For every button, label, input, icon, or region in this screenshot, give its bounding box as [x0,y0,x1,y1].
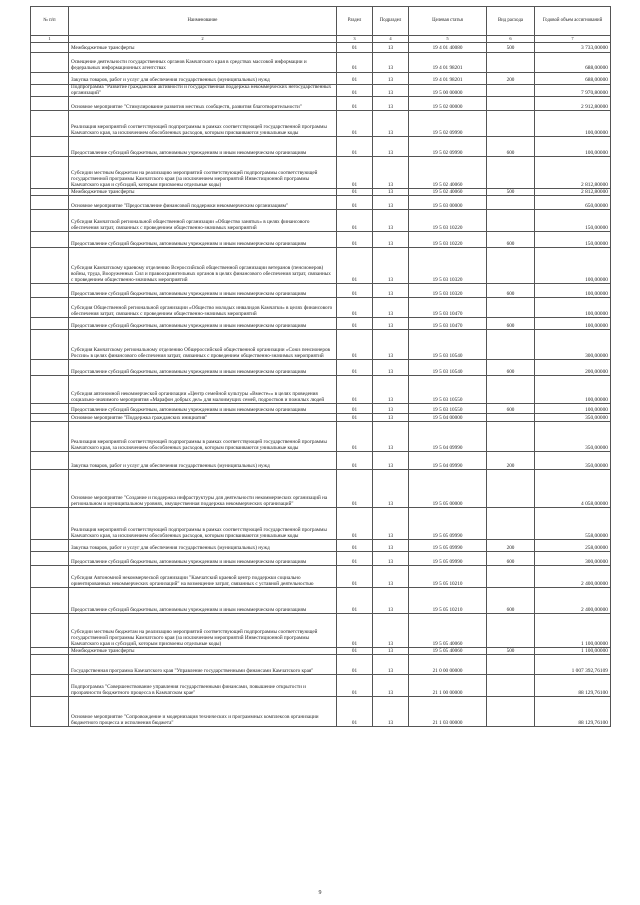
amount-cell: 100,00000 [535,376,611,404]
column-number: 6 [487,36,535,43]
num-cell [31,648,69,655]
section-cell: 01 [337,42,373,52]
num-cell [31,452,69,470]
num-cell [31,284,69,298]
description-cell: Субсидия автономной некоммерческой организации «Центр семейной культуры «Вместе»» в целях проведения социально-значимого мероприятия «Марафон добрых дел» для малоимущих семей, подростков и пожилых людей [69,376,337,404]
budget-table-sheet [30,6,610,727]
section-cell: 01 [337,210,373,232]
target-cell: 19 5 03 10550 [409,404,487,414]
target-cell: 21 0 00 00000 [409,655,487,675]
section-cell: 01 [337,566,373,588]
description-cell: Межбюджетные трансферты [69,648,337,655]
description-cell: Основное мероприятие "Предоставление финансовой поддержки некоммерческим организациям" [69,196,337,210]
amount-cell: 88 129,76100 [535,675,611,697]
section-cell: 01 [337,552,373,566]
table-row [31,284,611,298]
description-cell: Освещение деятельности государственных органов Камчатского края в средствах массовой информации и федеральных информационных агентствах [69,52,337,72]
budget-table [30,6,611,727]
amount-cell: 1 007 392,76109 [535,655,611,675]
description-cell: Межбюджетные трансферты [69,42,337,52]
expense-type-cell [487,84,535,97]
amount-cell: 100,00000 [535,404,611,414]
subsection-cell: 13 [373,157,409,189]
expense-type-cell: 600 [487,404,535,414]
table-row [31,404,611,414]
table-row [31,648,611,655]
target-cell: 19 5 03 10470 [409,318,487,330]
description-cell: Основное мероприятие "Создание и поддержка инфраструктуры для деятельности некоммерческих организаций на региональном и муниципальном уровнях, имущественная поддержка некоммерческих организаций" [69,470,337,508]
section-cell: 01 [337,137,373,157]
section-cell: 01 [337,298,373,318]
col-header-section: Раздел [337,7,373,36]
subsection-cell: 13 [373,52,409,72]
expense-type-cell: 600 [487,232,535,248]
expense-type-cell: 600 [487,588,535,614]
subsection-cell: 13 [373,298,409,318]
expense-type-cell [487,414,535,422]
subsection-cell: 13 [373,648,409,655]
target-cell: 19 5 02 40060 [409,189,487,196]
target-cell: 19 5 04 00000 [409,414,487,422]
table-row [31,360,611,376]
target-cell: 19 5 05 40060 [409,648,487,655]
description-cell: Реализация мероприятий соответствующей подпрограммы в рамках соответствующей государственной программы Камчатского края, за исключением обособленных расходов, которым присваиваются уникальные коды [69,111,337,137]
column-number: 3 [337,36,373,43]
table-row [31,111,611,137]
amount-cell: 150,00000 [535,232,611,248]
table-row [31,137,611,157]
table-row [31,422,611,452]
amount-cell: 100,00000 [535,137,611,157]
target-cell: 19 5 03 10320 [409,284,487,298]
expense-type-cell [487,298,535,318]
table-row [31,248,611,284]
subsection-cell: 13 [373,540,409,552]
target-cell: 19 5 05 10210 [409,588,487,614]
subsection-cell: 13 [373,42,409,52]
amount-cell: 300,00000 [535,552,611,566]
table-row [31,552,611,566]
num-cell [31,376,69,404]
expense-type-cell: 500 [487,648,535,655]
num-cell [31,42,69,52]
num-cell [31,614,69,648]
description-cell: Предоставление субсидий бюджетным, автономным учреждениям и иным некоммерческим организациям [69,137,337,157]
amount-cell: 2 812,80000 [535,157,611,189]
num-cell [31,422,69,452]
section-cell: 01 [337,196,373,210]
amount-cell: 258,00000 [535,540,611,552]
target-cell: 21 1 00 00000 [409,675,487,697]
subsection-cell: 13 [373,452,409,470]
section-cell: 01 [337,360,373,376]
subsection-cell: 13 [373,111,409,137]
expense-type-cell [487,52,535,72]
column-number: 2 [69,36,337,43]
num-cell [31,360,69,376]
table-row [31,318,611,330]
target-cell: 19 4 01 98201 [409,72,487,84]
expense-type-cell [487,376,535,404]
section-cell: 01 [337,84,373,97]
table-row [31,566,611,588]
amount-cell: 7 970,80000 [535,84,611,97]
description-cell: Межбюджетные трансферты [69,189,337,196]
num-cell [31,72,69,84]
amount-cell: 558,00000 [535,508,611,540]
section-cell: 01 [337,157,373,189]
subsection-cell: 13 [373,414,409,422]
col-header-name: Наименование [69,7,337,36]
amount-cell: 3 733,00000 [535,42,611,52]
subsection-cell: 13 [373,137,409,157]
table-header-row [31,7,611,36]
description-cell: Предоставление субсидий бюджетным, автономным учреждениям и иным некоммерческим организациям [69,588,337,614]
table-row [31,157,611,189]
subsection-cell: 13 [373,318,409,330]
table-row [31,588,611,614]
amount-cell: 100,00000 [535,318,611,330]
expense-type-cell: 200 [487,452,535,470]
subsection-cell: 13 [373,232,409,248]
table-row [31,210,611,232]
table-row [31,42,611,52]
description-cell: Предоставление субсидий бюджетным, автономным учреждениям и иным некоммерческим организациям [69,318,337,330]
expense-type-cell [487,157,535,189]
num-cell [31,210,69,232]
expense-type-cell [487,655,535,675]
target-cell: 19 5 03 10220 [409,232,487,248]
target-cell: 19 5 03 00000 [409,196,487,210]
amount-cell: 350,00000 [535,422,611,452]
description-cell: Субсидия Общественной региональной организации «Общество молодых инвалидов Камчатки» в целях финансового обеспечения затрат, связанных с проведением общественно-значимых мероприятий [69,298,337,318]
num-cell [31,588,69,614]
column-number: 1 [31,36,69,43]
target-cell: 19 4 01 98201 [409,52,487,72]
section-cell: 01 [337,330,373,360]
column-number-row [31,36,611,43]
section-cell: 01 [337,318,373,330]
amount-cell: 2 912,80000 [535,97,611,111]
description-cell: Основное мероприятие "Стимулирование развития местных сообществ, развития благотворительности" [69,97,337,111]
description-cell: Субсидии местным бюджетам на реализацию мероприятий соответствующей подпрограммы соответствующей государственной программы Камчатского края (за исключением мероприятий Инвестиционной программы Камчатского края и субсидий, которым присвоены отдельные коды) [69,614,337,648]
section-cell: 01 [337,614,373,648]
column-number: 7 [535,36,611,43]
section-cell: 01 [337,648,373,655]
expense-type-cell: 600 [487,318,535,330]
amount-cell: 300,00000 [535,330,611,360]
section-cell: 01 [337,508,373,540]
amount-cell: 150,00000 [535,210,611,232]
num-cell [31,566,69,588]
section-cell: 01 [337,111,373,137]
target-cell: 19 5 03 10550 [409,376,487,404]
num-cell [31,232,69,248]
num-cell [31,189,69,196]
table-row [31,540,611,552]
description-cell: Субсидия Автономной некоммерческой организации "Камчатский краевой центр поддержки социально ориентированных некоммерческих организаций" на возмещение затрат, связанных с уставной деятельностью [69,566,337,588]
expense-type-cell [487,97,535,111]
section-cell: 01 [337,540,373,552]
subsection-cell: 13 [373,330,409,360]
target-cell: 19 5 05 09990 [409,508,487,540]
section-cell: 01 [337,97,373,111]
num-cell [31,470,69,508]
table-row [31,376,611,404]
amount-cell: 350,00000 [535,452,611,470]
num-cell [31,540,69,552]
section-cell: 01 [337,655,373,675]
expense-type-cell: 600 [487,137,535,157]
num-cell [31,298,69,318]
column-number: 4 [373,36,409,43]
amount-cell: 100,00000 [535,111,611,137]
num-cell [31,157,69,189]
description-cell: Предоставление субсидий бюджетным, автономным учреждениям и иным некоммерческим организациям [69,404,337,414]
expense-type-cell [487,508,535,540]
section-cell: 01 [337,414,373,422]
subsection-cell: 13 [373,404,409,414]
description-cell: Предоставление субсидий бюджетным, автономным учреждениям и иным некоммерческим организациям [69,284,337,298]
subsection-cell: 13 [373,196,409,210]
description-cell: Субсидия Камчатской региональной общественной организации «Общество занятых» в целях финансового обеспечения затрат, связанных с проведением общественно-значимых мероприятий [69,210,337,232]
description-cell: Подпрограмма "Совершенствование управления государственными финансами, повышение открытости и прозрачности бюджетного процесса в Камчатском крае" [69,675,337,697]
table-row [31,452,611,470]
amount-cell: 650,00000 [535,196,611,210]
num-cell [31,84,69,97]
num-cell [31,248,69,284]
expense-type-cell [487,675,535,697]
table-row [31,72,611,84]
description-cell: Основное мероприятие "Поддержка гражданских инициатив" [69,414,337,422]
target-cell: 19 5 04 09990 [409,422,487,452]
table-row [31,196,611,210]
num-cell [31,196,69,210]
num-cell [31,552,69,566]
target-cell: 19 5 04 09990 [409,452,487,470]
expense-type-cell: 500 [487,42,535,52]
target-cell: 19 5 03 10470 [409,298,487,318]
subsection-cell: 13 [373,588,409,614]
table-row [31,52,611,72]
amount-cell: 100,00000 [535,298,611,318]
table-row [31,84,611,97]
description-cell: Реализация мероприятий соответствующей подпрограммы в рамках соответствующей государственной программы Камчатского края, за исключением обособленных расходов, которым присваиваются уникальные коды [69,508,337,540]
table-row [31,470,611,508]
target-cell: 19 5 05 40060 [409,614,487,648]
expense-type-cell [487,614,535,648]
description-cell: Реализация мероприятий соответствующей подпрограммы в рамках соответствующей государственной программы Камчатского края, за исключением обособленных расходов, которым присваиваются уникальные коды [69,422,337,452]
table-row [31,414,611,422]
num-cell [31,414,69,422]
target-cell: 19 5 02 09990 [409,111,487,137]
description-cell: Предоставление субсидий бюджетным, автономным учреждениям и иным некоммерческим организациям [69,232,337,248]
section-cell: 01 [337,697,373,727]
expense-type-cell: 200 [487,540,535,552]
table-row [31,697,611,727]
subsection-cell: 13 [373,697,409,727]
subsection-cell: 13 [373,284,409,298]
subsection-cell: 13 [373,97,409,111]
target-cell: 21 1 03 00000 [409,697,487,727]
section-cell: 01 [337,470,373,508]
section-cell: 01 [337,675,373,697]
description-cell: Субсидии местным бюджетам на реализацию мероприятий соответствующей подпрограммы соответствующей государственной программы Камчатского края (за исключением мероприятий Инвестиционной программы Камчатского края и субсидий, которым присвоены отдельные коды) [69,157,337,189]
num-cell [31,137,69,157]
description-cell: Предоставление субсидий бюджетным, автономным учреждениям и иным некоммерческим организациям [69,552,337,566]
col-header-expense-type: Вид расхода [487,7,535,36]
section-cell: 01 [337,189,373,196]
subsection-cell: 13 [373,508,409,540]
expense-type-cell: 600 [487,552,535,566]
description-cell: Закупка товаров, работ и услуг для обеспечения государственных (муниципальных) нужд [69,452,337,470]
col-header-number: № п/п [31,7,69,36]
subsection-cell: 13 [373,655,409,675]
subsection-cell: 13 [373,248,409,284]
expense-type-cell [487,422,535,452]
target-cell: 19 5 03 10540 [409,330,487,360]
target-cell: 19 4 01 40080 [409,42,487,52]
target-cell: 19 5 05 10210 [409,566,487,588]
description-cell: Государственная программа Камчатского края "Управление государственными финансами Камчатского края" [69,655,337,675]
target-cell: 19 5 05 09990 [409,552,487,566]
num-cell [31,330,69,360]
num-cell [31,508,69,540]
expense-type-cell [487,566,535,588]
num-cell [31,404,69,414]
section-cell: 01 [337,376,373,404]
section-cell: 01 [337,452,373,470]
col-header-target: Целевая статья [409,7,487,36]
page-number: 9 [318,890,322,896]
target-cell: 19 5 05 00000 [409,470,487,508]
amount-cell: 88 129,76100 [535,697,611,727]
table-row [31,97,611,111]
section-cell: 01 [337,284,373,298]
target-cell: 19 5 03 10540 [409,360,487,376]
num-cell [31,697,69,727]
column-number: 5 [409,36,487,43]
amount-cell: 2 812,80000 [535,189,611,196]
expense-type-cell: 500 [487,189,535,196]
subsection-cell: 13 [373,84,409,97]
table-row [31,330,611,360]
expense-type-cell [487,196,535,210]
subsection-cell: 13 [373,189,409,196]
section-cell: 01 [337,588,373,614]
description-cell: Подпрограмма "Развитие гражданской активности и государственная поддержка некоммерческих негосударственных организаций" [69,84,337,97]
col-header-subsection: Подраздел [373,7,409,36]
amount-cell: 1 100,00000 [535,614,611,648]
target-cell: 19 5 02 40060 [409,157,487,189]
subsection-cell: 13 [373,210,409,232]
table-row [31,508,611,540]
section-cell: 01 [337,72,373,84]
amount-cell: 2 400,00000 [535,588,611,614]
table-row [31,189,611,196]
target-cell: 19 5 02 00000 [409,97,487,111]
table-row [31,655,611,675]
expense-type-cell [487,697,535,727]
target-cell: 19 5 00 00000 [409,84,487,97]
amount-cell: 350,00000 [535,414,611,422]
subsection-cell: 13 [373,675,409,697]
description-cell: Закупка товаров, работ и услуг для обеспечения государственных (муниципальных) нужд [69,540,337,552]
target-cell: 19 5 03 10320 [409,248,487,284]
expense-type-cell: 600 [487,360,535,376]
num-cell [31,52,69,72]
expense-type-cell [487,210,535,232]
table-body [31,42,611,727]
num-cell [31,655,69,675]
subsection-cell: 13 [373,566,409,588]
table-row [31,298,611,318]
amount-cell: 200,00000 [535,360,611,376]
description-cell: Закупка товаров, работ и услуг для обеспечения государственных (муниципальных) нужд [69,72,337,84]
target-cell: 19 5 03 10220 [409,210,487,232]
amount-cell: 4 058,00000 [535,470,611,508]
table-row [31,614,611,648]
table-row [31,232,611,248]
num-cell [31,111,69,137]
amount-cell: 1 100,00000 [535,648,611,655]
target-cell: 19 5 02 09990 [409,137,487,157]
description-cell: Основное мероприятие "Сопровождение и модернизация технических и программных комплексов организации бюджетного процесса и исполнения бюджета" [69,697,337,727]
col-header-amount: Годовой объем ассигнований [535,7,611,36]
num-cell [31,97,69,111]
description-cell: Субсидия Камчатскому региональному отделению Общероссийской общественной организации «Союз пенсионеров России» в целях финансового обеспечения затрат, связанных с проведением общественно-значимых мероприятий [69,330,337,360]
subsection-cell: 13 [373,360,409,376]
section-cell: 01 [337,422,373,452]
amount-cell: 100,00000 [535,284,611,298]
subsection-cell: 13 [373,72,409,84]
subsection-cell: 13 [373,376,409,404]
subsection-cell: 13 [373,470,409,508]
section-cell: 01 [337,404,373,414]
amount-cell: 2 400,00000 [535,566,611,588]
expense-type-cell [487,470,535,508]
expense-type-cell [487,111,535,137]
subsection-cell: 13 [373,614,409,648]
expense-type-cell: 200 [487,72,535,84]
table-row [31,675,611,697]
num-cell [31,675,69,697]
section-cell: 01 [337,248,373,284]
subsection-cell: 13 [373,552,409,566]
description-cell: Предоставление субсидий бюджетным, автономным учреждениям и иным некоммерческим организациям [69,360,337,376]
expense-type-cell: 600 [487,284,535,298]
amount-cell: 688,00000 [535,52,611,72]
expense-type-cell [487,330,535,360]
num-cell [31,318,69,330]
target-cell: 19 5 05 09990 [409,540,487,552]
subsection-cell: 13 [373,422,409,452]
expense-type-cell [487,248,535,284]
amount-cell: 688,00000 [535,72,611,84]
section-cell: 01 [337,52,373,72]
description-cell: Субсидия Камчатскому краевому отделению Всероссийской общественной организации ветеранов (пенсионеров) войны, труда, Вооруженных Сил и правоохранительных органов в целях финансового обеспечения затрат, связанных с проведением общественно-значимых мероприятий [69,248,337,284]
amount-cell: 100,00000 [535,248,611,284]
section-cell: 01 [337,232,373,248]
